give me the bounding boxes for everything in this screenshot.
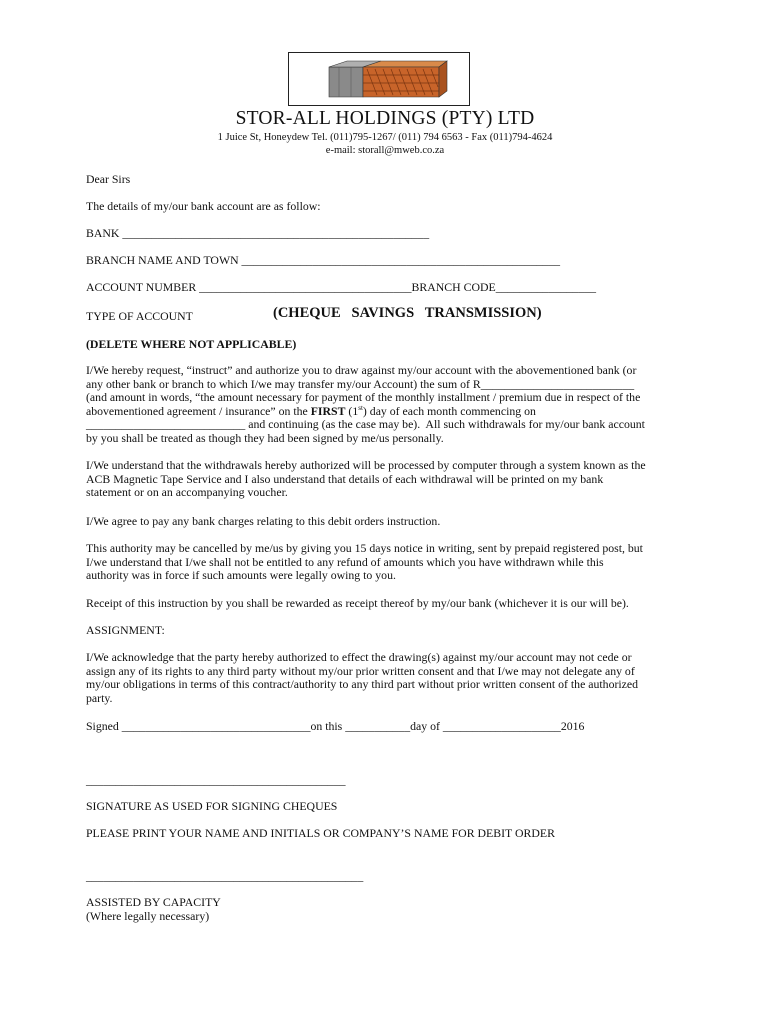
signature-blank[interactable]: ____________________________________________ bbox=[86, 773, 346, 787]
para-line: by you shall be treated as though they had been signed by me/us personally. bbox=[86, 430, 444, 445]
authorization-paragraph bbox=[86, 364, 690, 446]
para-line: statement or on an accompanying voucher. bbox=[86, 485, 288, 500]
intro-text: The details of my/our bank account are as follow: bbox=[86, 199, 321, 213]
account-type-options[interactable]: (CHEQUE SAVINGS TRANSMISSION) bbox=[273, 305, 542, 321]
branch-name-field[interactable]: BRANCH NAME AND TOWN ______________________________________________________ bbox=[86, 253, 561, 267]
account-number-field[interactable]: ACCOUNT NUMBER ____________________________________BRANCH CODE_________________ bbox=[86, 280, 597, 294]
ordinal-suffix: st bbox=[358, 403, 363, 412]
company-logo bbox=[288, 52, 470, 106]
para-line: party. bbox=[86, 690, 113, 705]
para-line: I/We understand that the withdrawals hereby authorized will be processed by computer through a system known as the bbox=[86, 458, 646, 472]
para-line: any other bank or branch to which I/we may transfer my/our Account) the sum of R__________________________ bbox=[86, 376, 635, 391]
print-name-label: PLEASE PRINT YOUR NAME AND INITIALS OR COMPANY’S NAME FOR DEBIT ORDER bbox=[86, 826, 555, 840]
company-name: STOR-ALL HOLDINGS (PTY) LTD bbox=[235, 108, 535, 129]
para-line: I/We acknowledge that the party hereby authorized to effect the drawing(s) against my/our account may not cede or bbox=[86, 650, 632, 664]
processing-paragraph bbox=[86, 459, 690, 500]
assisted-label: ASSISTED BY CAPACITY bbox=[86, 895, 221, 909]
bank-charges-text: I/We agree to pay any bank charges relating to this debit orders instruction. bbox=[86, 514, 441, 528]
company-email: e-mail: storall@mweb.co.za bbox=[325, 145, 445, 156]
assignment-heading: ASSIGNMENT: bbox=[86, 623, 165, 637]
bank-field[interactable]: BANK ____________________________________________________ bbox=[86, 226, 430, 240]
para-line: ___________________________ and continuing (as the case may be). All such withdrawals for my/our bank account bbox=[86, 417, 645, 432]
para-line: (and amount in words, “the amount necessary for payment of the monthly installment / premium due in respect of the bbox=[86, 390, 641, 405]
salutation: Dear Sirs bbox=[86, 172, 131, 186]
receipt-text: Receipt of this instruction by you shall be rewarded as receipt thereof by my/our bank (whichever it is our will be). bbox=[86, 596, 629, 610]
account-type-label: TYPE OF ACCOUNT bbox=[86, 309, 193, 323]
assisted-signature-blank[interactable]: _______________________________________________ bbox=[86, 869, 364, 883]
para-line: my/our obligations in terms of this contract/authority to any third part without prior written consent of the authorized bbox=[86, 677, 639, 692]
para-line: I/We hereby request, “instruct” and authorize you to draw against my/our account with the abovementioned bank (or bbox=[86, 363, 637, 377]
assisted-note: (Where legally necessary) bbox=[86, 909, 210, 923]
para-line: assign any of its rights to any third party without my/our prior written consent and that I/we may not delegate any of bbox=[86, 663, 635, 678]
first-emphasis: FIRST bbox=[310, 403, 346, 418]
para-text: ) day of each month commencing on bbox=[362, 403, 536, 418]
signature-label: SIGNATURE AS USED FOR SIGNING CHEQUES bbox=[86, 799, 338, 813]
para-line: I/we understand that I/we shall not be entitled to any refund of amounts which you have withdrawn while this bbox=[86, 554, 604, 569]
warehouse-icon bbox=[289, 53, 469, 105]
signed-line[interactable]: Signed ________________________________on this ___________day of ____________________2016 bbox=[86, 719, 585, 733]
para-line: authority was in force if such amounts were legally owing to you. bbox=[86, 568, 396, 583]
para-line bbox=[86, 405, 690, 419]
para-text: abovementioned agreement / insurance” on the bbox=[86, 403, 311, 418]
assignment-paragraph bbox=[86, 651, 690, 705]
para-line: ACB Magnetic Tape Service and I also understand that details of each withdrawal will be printed on my bank bbox=[86, 471, 604, 486]
cancellation-paragraph bbox=[86, 542, 690, 583]
company-address: 1 Juice St, Honeydew Tel. (011)795-1267/ (011) 794 6563 - Fax (011)794-4624 bbox=[217, 132, 553, 143]
para-line: This authority may be cancelled by me/us by giving you 15 days notice in writing, sent by prepaid registered post, but bbox=[86, 541, 643, 555]
para-text: (1 bbox=[345, 403, 359, 418]
delete-note: (DELETE WHERE NOT APPLICABLE) bbox=[86, 337, 297, 351]
